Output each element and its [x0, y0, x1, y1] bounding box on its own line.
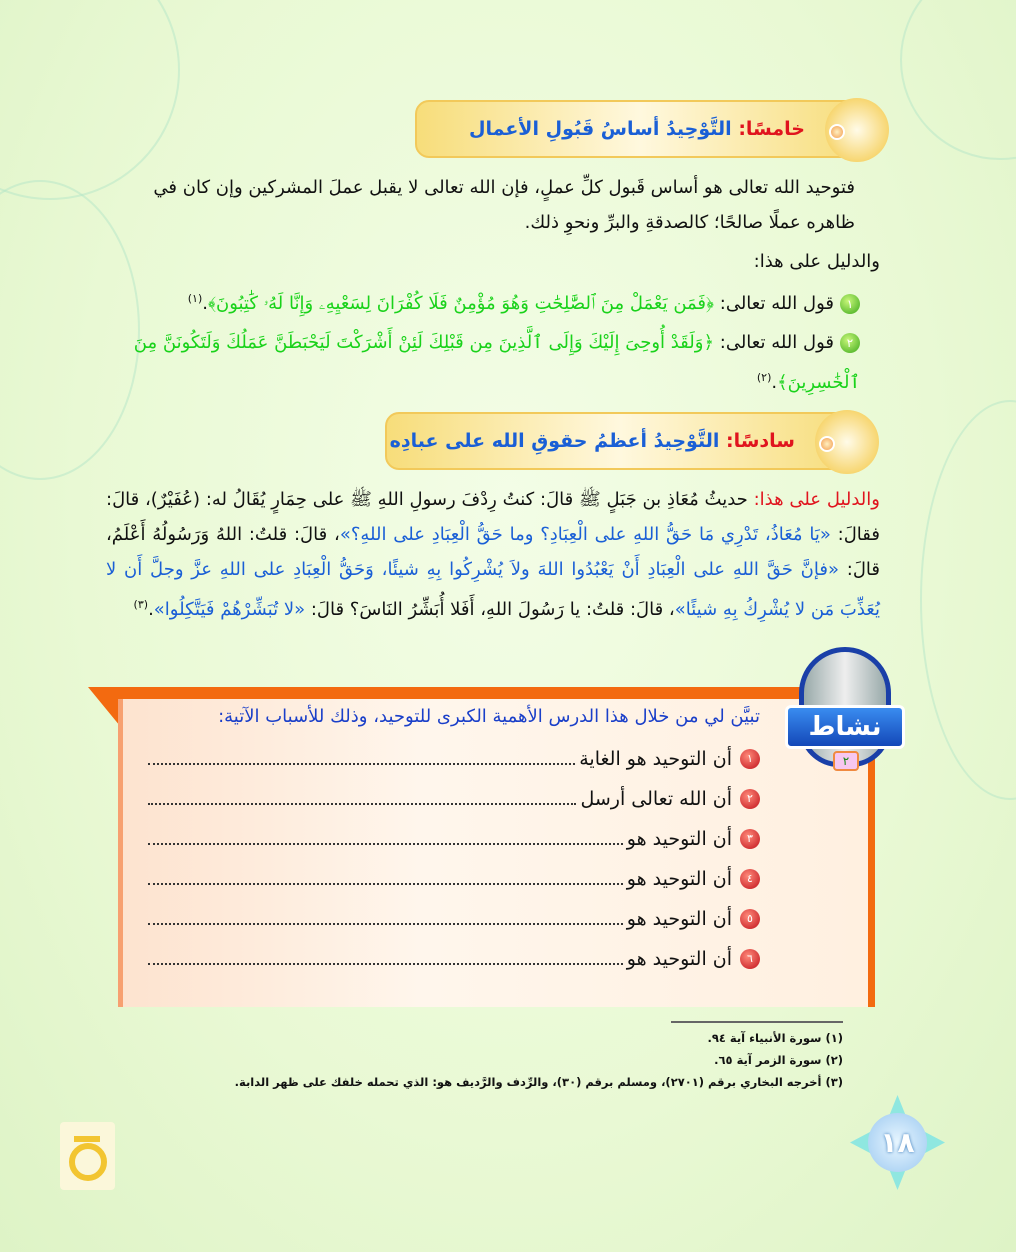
paragraph: فتوحيد الله تعالى هو أساس قَبول كلِّ عملٍ، فإن الله تعالى لا يقبل عملَ المشركين وإن كان في ظاهره عملًا صالحًا؛ كالصدقةِ والبرِّ ونحوِ ذلك. — [153, 177, 855, 233]
section-title: التَّوْحِيدُ أعظمُ حقوقِ الله على عبادِه — [389, 430, 720, 452]
number-badge: ٦ — [740, 949, 760, 969]
evidence-label: والدليل على هذا: — [753, 251, 880, 272]
footnote-ref: (٢) — [756, 371, 772, 384]
answer-blank[interactable] — [148, 913, 623, 925]
activity-item-text: أن التوحيد هو — [626, 908, 732, 930]
footnote-ref: (١) — [187, 292, 203, 305]
answer-blank[interactable] — [148, 753, 575, 765]
evidence-item-2: ٢قول الله تعالى: ﴿وَلَقَدْ أُوحِىَ إِلَيْكَ وَإِلَى ٱلَّذِينَ مِن قَبْلِكَ لَئِنْ أَشْرَكْتَ لَيَحْبَطَنَّ عَمَلُكَ وَلَتَكُونَنَّ مِنَ ٱلْخَٰسِرِينَ﴾.$^{(٢)}$ — [133, 332, 860, 393]
activity-box — [88, 687, 882, 1007]
badge-label: نشاط — [785, 705, 905, 749]
footnote: (١) سورة الأنبياء آية ٩٤. — [707, 1031, 843, 1045]
activity-item-text: أن التوحيد هو — [626, 828, 732, 850]
quran-verse: ﴿فَمَن يَعْمَلْ مِنَ ٱلصَّٰلِحَٰتِ وَهُوَ مُؤْمِنٌ فَلَا كُفْرَانَ لِسَعْيِهِۦ وَإِنَّا لَهُۥ كَٰتِبُونَ﴾ — [208, 293, 715, 314]
footnote-ref: (٣) — [133, 598, 149, 611]
answer-blank[interactable] — [148, 833, 623, 845]
heading-dot-icon — [819, 436, 835, 452]
section-label: سادسًا: — [726, 430, 795, 452]
number-badge: ٢ — [740, 789, 760, 809]
answer-blank[interactable] — [148, 873, 623, 885]
activity-item[interactable] — [148, 739, 760, 779]
activity-item-text: أن التوحيد هو — [626, 948, 732, 970]
activity-item[interactable] — [148, 819, 760, 859]
activity-item[interactable] — [148, 859, 760, 899]
footnote: (٢) سورة الزمر آية ٦٥. — [714, 1053, 843, 1067]
hadith-quote: «لا تُبَشِّرْهُمْ فَيَتَّكِلُوا» — [153, 599, 306, 620]
activity-item[interactable] — [148, 939, 760, 979]
activity-item-text: أن التوحيد هو — [626, 868, 732, 890]
section-heading-6 — [385, 412, 855, 470]
evidence-item-1: ١قول الله تعالى: ﴿فَمَن يَعْمَلْ مِنَ ٱلصَّٰلِحَٰتِ وَهُوَ مُؤْمِنٌ فَلَا كُفْرَانَ لِسَعْيِهِۦ وَإِنَّا لَهُۥ كَٰتِبُونَ﴾.$^{(١)}$ — [88, 281, 880, 321]
main-content — [88, 100, 880, 1093]
footnote-divider — [671, 1021, 843, 1023]
decorative-pattern — [920, 400, 1016, 800]
footnotes — [88, 1021, 880, 1093]
answer-blank[interactable] — [148, 793, 576, 805]
evidence-intro: قول الله تعالى: — [719, 332, 834, 353]
hadith-text: ، قالَ: قلتُ: اللهُ وَرَسُولُهُ أَعْلَمُ، قالَ: — [106, 524, 880, 580]
number-badge: ٣ — [740, 829, 760, 849]
section-title: التَّوْحِيدُ أساسُ قَبُولِ الأعمال — [468, 118, 732, 140]
number-badge: ٢ — [840, 333, 860, 353]
page-number-star — [850, 1095, 945, 1190]
hadith-text: حديثُ مُعَاذِ بن جَبَلٍ ﷺ قالَ: كنتُ رِدْفَ رسولِ اللهِ ﷺ على حِمَارٍ يُقَالُ له: (عُفَيْرٌ)، قالَ: فقالَ: — [106, 489, 880, 545]
number-badge: ٥ — [740, 909, 760, 929]
number-badge: ١ — [740, 749, 760, 769]
evidence-intro: قول الله تعالى: — [719, 293, 834, 314]
activity-item-text: أن التوحيد هو الغاية — [579, 748, 732, 770]
badge-number: ٢ — [833, 751, 859, 771]
number-badge: ١ — [840, 294, 860, 314]
hadith-quote: «يَا مُعَاذُ، تَدْرِي مَا حَقُّ اللهِ على الْعِبَادِ؟ وما حَقُّ الْعِبَادِ على اللهِ؟» — [339, 524, 831, 545]
answer-blank[interactable] — [148, 953, 623, 965]
activity-title: تبيَّن لي من خلال هذا الدرس الأهمية الكبرى للتوحيد، وذلك للأسباب الآتية: — [218, 706, 760, 727]
hadith-quote: «فإنَّ حَقَّ اللهِ على الْعِبَادِ أَنْ يَعْبُدُوا اللهَ ولاَ يُشْرِكُوا بِهِ شيئًا، وَحَقُّ الْعِبَادِ على اللهِ عزَّ وجلَّ أَن لا يُعَذِّبَ مَن لا يُشْرِكُ بِهِ شيئًا» — [106, 559, 880, 620]
logo-mark-icon — [60, 1122, 115, 1190]
heading-dot-icon — [829, 124, 845, 140]
hadith-text: ، قالَ: قلتُ: يا رَسُولَ اللهِ، أَفَلا أُبَشِّرُ النَاسَ؟ قالَ: — [310, 599, 675, 620]
number-badge: ٤ — [740, 869, 760, 889]
quran-verse: ﴿وَلَقَدْ أُوحِىَ إِلَيْكَ وَإِلَى ٱلَّذِينَ مِن قَبْلِكَ لَئِنْ أَشْرَكْتَ لَيَحْبَطَنَّ عَمَلُكَ وَلَتَكُونَنَّ مِنَ ٱلْخَٰسِرِينَ﴾ — [133, 332, 860, 393]
page-number: ١٨ — [868, 1113, 927, 1172]
activity-item[interactable] — [148, 899, 760, 939]
section-label: خامسًا: — [738, 118, 805, 140]
hadith-paragraph: والدليل على هذا: حديثُ مُعَاذِ بن جَبَلٍ ﷺ قالَ: كنتُ رِدْفَ رسولِ اللهِ ﷺ على حِمَارٍ يُقَالُ له: (عُفَيْرٌ)، قالَ: فقالَ: «يَا مُعَاذُ، تَدْرِي مَا حَقُّ اللهِ على الْعِبَادِ؟ وما حَقُّ الْعِبَادِ على اللهِ؟»، قالَ: قلتُ: اللهُ وَرَسُولُهُ أَعْلَمُ، قالَ: «فإنَّ حَقَّ اللهِ على الْعِبَادِ أَنْ يَعْبُدُوا اللهَ ولاَ يُشْرِكُوا بِهِ شيئًا، وَحَقُّ الْعِبَادِ على اللهِ عزَّ وجلَّ أَن لا يُعَذِّبَ مَن لا يُشْرِكُ بِهِ شيئًا»، قالَ: قلتُ: يا رَسُولَ اللهِ، أَفَلا أُبَشِّرُ النَاسَ؟ قالَ: «لا تُبَشِّرْهُمْ فَيَتَّكِلُوا».$^{(٣)}$ — [106, 489, 880, 620]
activity-badge — [785, 647, 905, 782]
activity-item-text: أن الله تعالى أرسل — [580, 788, 732, 810]
section-heading-5 — [415, 100, 865, 158]
publisher-logo — [60, 1122, 115, 1190]
hadith-label: والدليل على هذا: — [753, 489, 880, 510]
footnote: (٣) أخرجه البخاري برقم (٢٧٠١)، ومسلم برقم (٣٠)، والرِّدف والرَّديف هو: الذي تحمله خلفك على ظهر الدابة. — [234, 1075, 843, 1089]
decorative-pattern — [900, 0, 1016, 160]
activity-item[interactable] — [148, 779, 760, 819]
